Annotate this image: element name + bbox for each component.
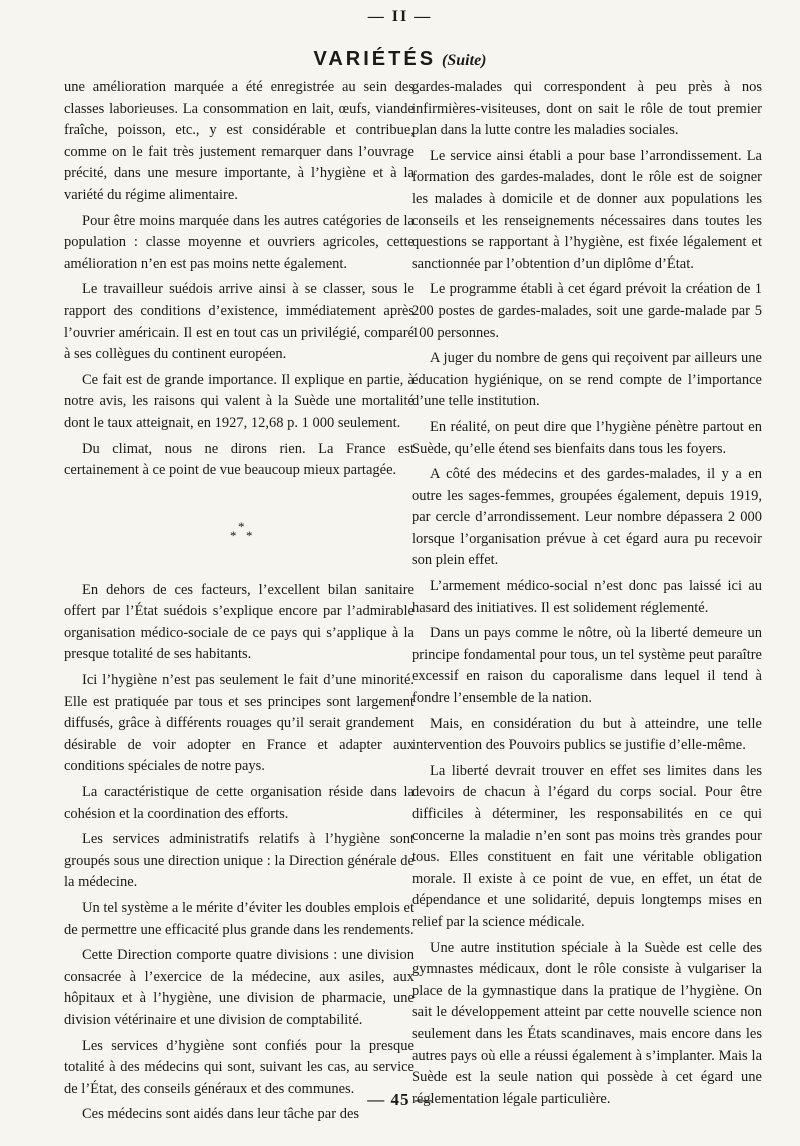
paragraph: Ces médecins sont aidés dans leur tâche par des <box>82 1106 360 1123</box>
paragraph: Ici l’hygiène n’est pas seulement le fait d’une minorité. Elle est pratiquée par tous et ses principes sont largement diffusés, grâce à différents rouages qu’il serait grandement désirable de voir adopter en France et adapter aux conditions spéciales de notre pays. <box>64 672 414 775</box>
right-column <box>412 77 762 1114</box>
asterism-separator <box>64 516 414 556</box>
paragraph: Pour être moins marquée dans les autres catégories de la population : classe moyenne et ouvriers agricoles, cette amélioration n’en est pas moins nette également. <box>64 212 414 272</box>
paragraph: L’armement médico-social n’est donc pas laissé ici au hasard des initiatives. Il est solidement réglementé. <box>412 578 762 616</box>
paragraph: Une autre institution spéciale à la Suède est celle des gymnastes médicaux, dont le rôle consiste à vulgariser la place de la gymnastique dans la pratique de l’hygiène. On sait le développement atteint par cette nouvelle science non seulement dans les États scandinaves, mais encore dans les autres pays où elle a réussi également à s’implanter. Mais la Suède est la seule nation qui possède à cet égard une réglementation légale particulière. <box>412 939 762 1107</box>
paragraph: Le travailleur suédois arrive ainsi à se classer, sous le rapport des conditions d’existence, immédiatement après l’ouvrier américain. Il est en tout cas un privilégié, comparé à ses collègues du continent européen. <box>64 281 414 363</box>
page-title-suffix: (Suite) <box>442 52 487 69</box>
paragraph: Un tel système a le mérite d’éviter les doubles emplois et de permettre une efficacité plus grande dans les rendements. <box>64 900 414 938</box>
paragraph: A côté des médecins et des gardes-malades, il y a en outre les sages-femmes, groupées également, depuis 1919, par cercle d’arrondissement. Leur nombre dépassera 2 000 lorsque l’organisation prévue à cet égard aura pu recevoir son plein effet. <box>412 466 762 569</box>
paragraph: Ce fait est de grande importance. Il explique en partie, à notre avis, les raisons qui valent à la Suède une mortalité dont le taux atteignait, en 1927, 12,68 p. 1 000 seulement. <box>64 371 414 431</box>
paragraph: A juger du nombre de gens qui reçoivent par ailleurs une éducation hygiénique, on se rend compte de l’importance d’une telle institution. <box>412 350 762 410</box>
paragraph: En réalité, on peut dire que l’hygiène pénètre partout en Suède, qu’elle étend ses bienfaits dans tous les foyers. <box>412 418 762 457</box>
paragraph: Mais, en considération du but à atteindre, une telle intervention des Pouvoirs publics se justifie d’elle-même. <box>412 715 762 754</box>
paragraph: Du climat, nous ne dirons rien. La France est certainement à ce point de vue beaucoup mieux partagée. <box>64 440 414 479</box>
paragraph: Le service ainsi établi a pour base l’arrondissement. La formation des gardes-malades, dont le rôle est de soigner les malades à domicile et de donner aux populations les conseils et les renseignements nécessaires dans toutes les questions se rapportant à l’hygiène, est fixée légalement et sanctionnée par l’obtention d’un diplôme d’État. <box>412 147 762 272</box>
paragraph: Les services administratifs relatifs à l’hygiène sont groupés sous une direction unique : la Direction générale de la médecine. <box>64 831 414 891</box>
paragraph-continuation: gardes-malades qui correspondent à peu près à nos infirmières-visiteuses, dont on sait le rôle de tout premier plan dans la lutte contre les maladies sociales. <box>412 79 762 139</box>
paragraph: La caractéristique de cette organisation réside dans la cohésion et la coordination des efforts. <box>64 784 414 822</box>
asterisk: * <box>230 527 237 543</box>
paragraph: Le programme établi à cet égard prévoit la création de 1 200 postes de gardes-malades, soit une garde-malade par 5 100 personnes. <box>412 281 762 341</box>
running-head <box>0 46 800 74</box>
asterisk: * <box>238 518 245 534</box>
paragraph: En dehors de ces facteurs, l’excellent bilan sanitaire offert par l’État suédois s’explique encore par l’admirable organisation médico-sociale de ce pays qui s’applique à la presque totalité de ses habitants. <box>64 581 414 663</box>
section-page-marker: — II — <box>367 8 433 25</box>
page-number: — 45 — <box>367 1090 433 1109</box>
paragraph: Cette Direction comporte quatre divisions : une division consacrée à l’exercice de la médecine, aux asiles, aux hôpitaux et à l’hygiène, une division de pharmacie, une division vétérinaire et une division de comptabilité. <box>64 947 414 1028</box>
paragraph: une amélioration marquée a été enregistrée au sein des classes laborieuses. La consommation en lait, œufs, viande fraîche, poisson, etc., y est considérable et contribue, comme on le fait très justement remarquer dans l’ouvrage précité, dans une mesure importante, à l’hygiène et à la variété du régime alimentaire. <box>64 79 414 203</box>
page-title: VARIÉTÉS <box>313 48 437 70</box>
asterisk: * <box>246 527 253 543</box>
paragraph: Dans un pays comme le nôtre, où la liberté demeure un principe fondamental pour tous, un tel système peut paraître excessif en raison du caporalisme dans lequel il tend à fondre l’ensemble de la nation. <box>412 625 762 707</box>
left-column <box>64 77 414 1130</box>
paragraph: La liberté devrait trouver en effet ses limites dans les devoirs de chacun à l’égard du corps social. Pour être difficiles à déterminer, les responsabilités en ce qui concerne la maladie n’en sont pas moins très grandes pour tous. Elles constituent en fait une véritable obligation morale. Il existe à ce point de vue, en effet, un état de dépendance et une solidarité, depuis longtemps mises en relief par la science médicale. <box>412 762 762 930</box>
paragraph: Les services d’hygiène sont confiés pour la presque totalité à des médecins qui sont, suivant les cas, au service de l’État, des conseils généraux et des communes. <box>64 1037 414 1097</box>
